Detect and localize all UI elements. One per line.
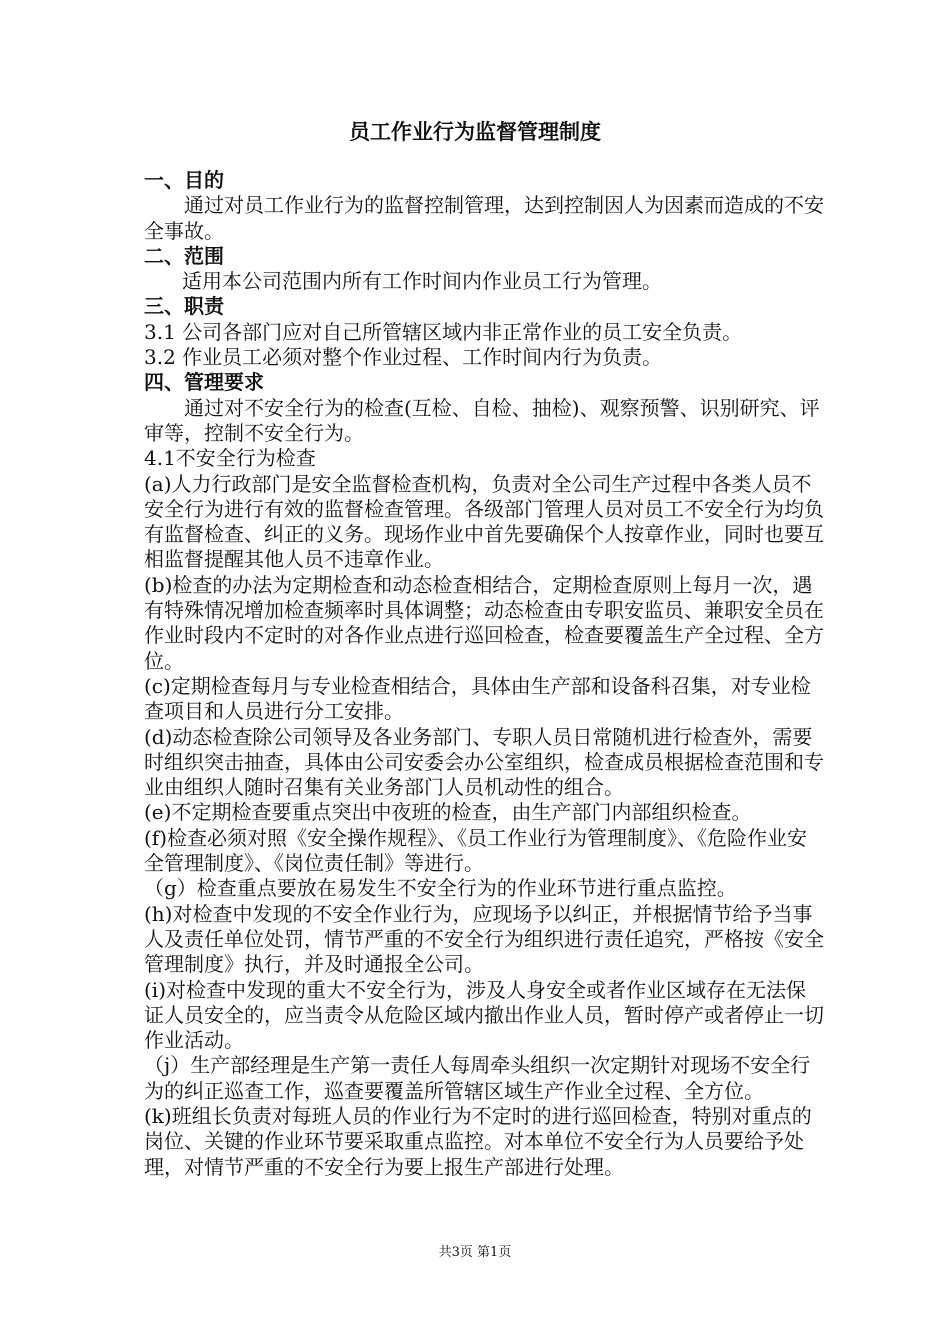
scope-paragraph: 适用本公司范围内所有工作时间内作业员工行为管理。 bbox=[182, 269, 662, 294]
page-footer: 共3页 第1页 bbox=[438, 1245, 512, 1260]
list-item: (d)动态检查除公司领导及各业务部门、专职人员日常随机进行检查外，需要时组织突击抽查，具体由公司安委会办公室组织，检查成员根据检查范围和专业由组织人随时召集有关业务部门人员机动性的组合。 bbox=[144, 724, 824, 800]
list-item: (b)检查的办法为定期检查和动态检查相结合，定期检查原则上每月一次，遇有特殊情况增加检查频率时具体调整；动态检查由专职安监员、兼职安全员在作业时段内不定时的对各作业点进行巡回检查，检查要覆盖生产全过程、全方位。 bbox=[144, 572, 824, 673]
subsection-heading-4-1: 4.1不安全行为检查 bbox=[144, 446, 316, 471]
responsibility-item-3-1: 3.1 公司各部门应对自己所管辖区域内非正常作业的员工安全负责。 bbox=[144, 319, 743, 344]
list-item: (c)定期检查每月与专业检查相结合，具体由生产部和设备科召集，对专业检查项目和人员进行分工安排。 bbox=[144, 673, 811, 724]
list-item: (i)对检查中发现的重大不安全行为，涉及人身安全或者作业区域存在无法保证人员安全的，应当责令从危险区域内撤出作业人员，暂时停产或者停止一切作业活动。 bbox=[144, 977, 824, 1053]
section-heading-management: 四、管理要求 bbox=[144, 370, 264, 395]
section-heading-responsibility: 三、职责 bbox=[144, 294, 224, 319]
list-item: (k)班组长负责对每班人员的作业行为不定时的进行巡回检查，特别对重点的岗位、关键的作业环节要采取重点监控。对本单位不安全行为人员要给予处理，对情节严重的不安全行为要上报生产部进行处理。 bbox=[144, 1103, 812, 1179]
section-heading-scope: 二、范围 bbox=[144, 243, 224, 268]
responsibility-item-3-2: 3.2 作业员工必须对整个作业过程、工作时间内行为负责。 bbox=[144, 345, 663, 370]
list-item: (h)对检查中发现的不安全作业行为，应现场予以纠正，并根据情节给予当事人及责任单位处罚，情节严重的不安全行为组织进行责任追究，严格按《安全管理制度》执行，并及时通报全公司。 bbox=[144, 901, 824, 977]
purpose-paragraph: 通过对员工作业行为的监督控制管理，达到控制因人为因素而造成的不安全事故。 bbox=[144, 193, 824, 243]
list-item: （g）检查重点要放在易发生不安全行为的作业环节进行重点监控。 bbox=[144, 876, 737, 901]
list-item: (f)检查必须对照《安全操作规程》、《员工作业行为管理制度》、《危险作业安全管理制度》、《岗位责任制》等进行。 bbox=[144, 825, 808, 876]
list-item: （j）生产部经理是生产第一责任人每周牵头组织一次定期针对现场不安全行为的纠正巡查工作，巡查要覆盖所管辖区域生产作业全过程、全方位。 bbox=[144, 1053, 811, 1103]
management-intro-paragraph: 通过对不安全行为的检查(互检、自检、抽检)、观察预警、识别研究、评审等，控制不安全行为。 bbox=[144, 395, 820, 445]
section-heading-purpose: 一、目的 bbox=[144, 168, 224, 192]
document-title: 员工作业行为监督管理制度 bbox=[349, 119, 601, 144]
list-item: (e)不定期检查要重点突出中夜班的检查，由生产部门内部组织检查。 bbox=[144, 800, 752, 825]
document-body bbox=[144, 168, 824, 1180]
list-item: (a)人力行政部门是安全监督检查机构，负责对全公司生产过程中各类人员不安全行为进行有效的监督检查管理。各级部门管理人员对员工不安全行为均负有监督检查、纠正的义务。现场作业中首先要确保个人按章作业，同时也要互相监督提醒其他人员不违章作业。 bbox=[144, 471, 824, 572]
